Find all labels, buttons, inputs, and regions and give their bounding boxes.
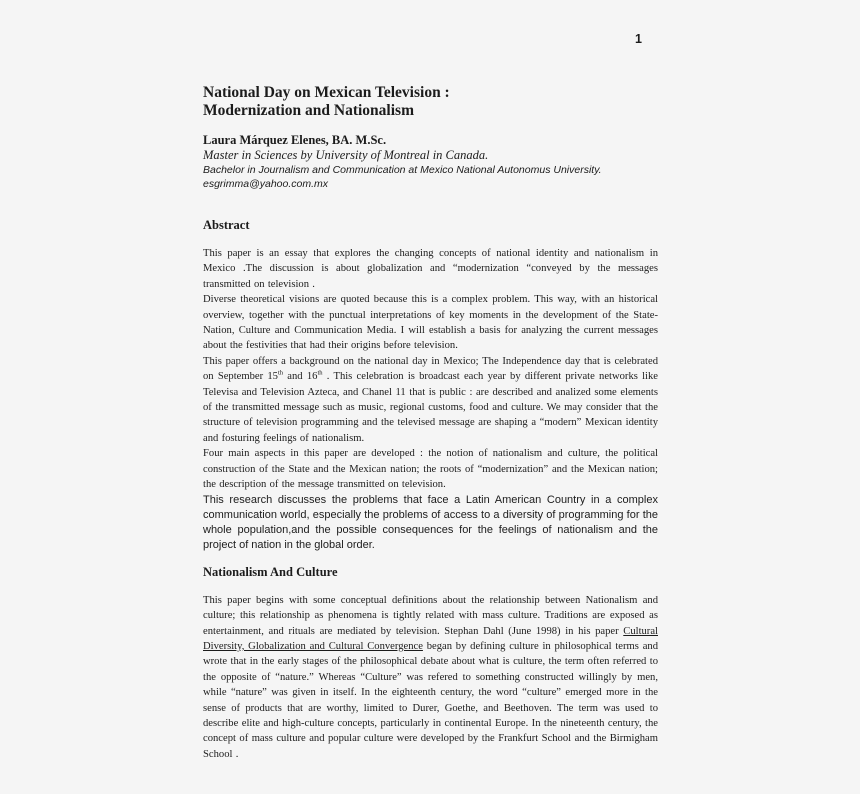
section-heading-nationalism-and-culture: Nationalism And Culture [203, 564, 338, 579]
paper-title [203, 84, 658, 120]
section-paragraph-1-segment-2: began by defining culture in philosophical terms and wrote that in the early stages of the philosophical debate about what is culture, the term often referred to the opposite of “nature.” Whereas “Culture” was refered to something constructed willingly by men, while “nature” was given in itself. In the eighteenth century, the word “culture” emerged more in the sense of products that are worthy, limited to Durer, Goethe, and Beethoven. The term was used to describe elite and high-culture concepts, particularly in continental Europe. In the nineteenth century, the concept of mass culture and popular culture were developed by the Frankfurt School and the Birmigham School . [203, 640, 658, 760]
page-number: 1 [635, 32, 642, 46]
abstract-paragraph-5: This research discusses the problems that face a Latin American Country in a complex communication world, especially the problems of access to a diversity of programming for the whole population,and the possible consequences for the feelings of nationalism and the project of nation in the global order. [203, 493, 658, 552]
section-paragraph-1-segment-1: This paper begins with some conceptual definitions about the relationship between Nationalism and culture; this relationship as phenomena is tightly related with mass culture. Traditions are exposed as entertainment, and rituals are mediated by television. Stephan Dahl (June 1998) in his paper [203, 594, 658, 637]
superscript-th-16: th [317, 369, 323, 377]
cited-paper-title: Cultural Diversity, Globalization and Cultural Convergence [203, 625, 658, 652]
section-paragraph-1 [203, 593, 658, 762]
author-degree-masters: Master in Sciences by University of Montreal in Canada. [203, 148, 489, 162]
abstract-paragraph-3-segment-2: and 16 [283, 371, 318, 383]
abstract-paragraph-1: This paper is an essay that explores the changing concepts of national identity and nationalism in Mexico .The discussion is about globalization and “modernization “conveyed by the messages transmitted on television . [203, 248, 658, 290]
abstract-paragraph-3 [203, 354, 658, 446]
paper-title-line1: National Day on Mexican Television : [203, 84, 450, 101]
author-email: esgrimma@yahoo.com.mx [203, 178, 329, 190]
abstract-paragraph-2: Diverse theoretical visions are quoted because this is a complex problem. This way, with an historical overview, together with the punctual interpretations of key moments in the development of the State-Nation, Culture and Communication Media. I will establish a basis for analyzing the current messages about the festivities that had their origins before television. [203, 294, 658, 352]
document-content [203, 0, 658, 762]
author-degree-bachelor: Bachelor in Journalism and Communication at Mexico National Autonomus University. [203, 164, 602, 176]
abstract-paragraph-3-segment-3: . This celebration is broadcast each year by different private networks like Televisa and Television Azteca, and Chanel 11 that is public : are described and analized some elements of the transmitted message such as music, regional customs, food and culture. We may consider that the structure of television programming and the televised message are shaping a “modern” Mexican identity and fosturing feelings of nationalism. [203, 371, 658, 444]
superscript-th-15: th [277, 369, 284, 377]
author-name: Laura Márquez Elenes, BA. M.Sc. [203, 133, 387, 147]
abstract-paragraph-3-segment-1: This paper offers a background on the national day in Mexico; The Independence day that is celebrated on September 15 [203, 355, 658, 383]
abstract-paragraph-4: Four main aspects in this paper are developed : the notion of nationalism and culture, the political construction of the State and the Mexican nation; the roots of “modernization” and the Mexican nation; the description of the message transmitted on television. [203, 448, 658, 491]
author-block [203, 133, 658, 191]
paper-title-line2: Modernization and Nationalism [203, 102, 414, 119]
abstract-heading: Abstract [203, 218, 250, 232]
